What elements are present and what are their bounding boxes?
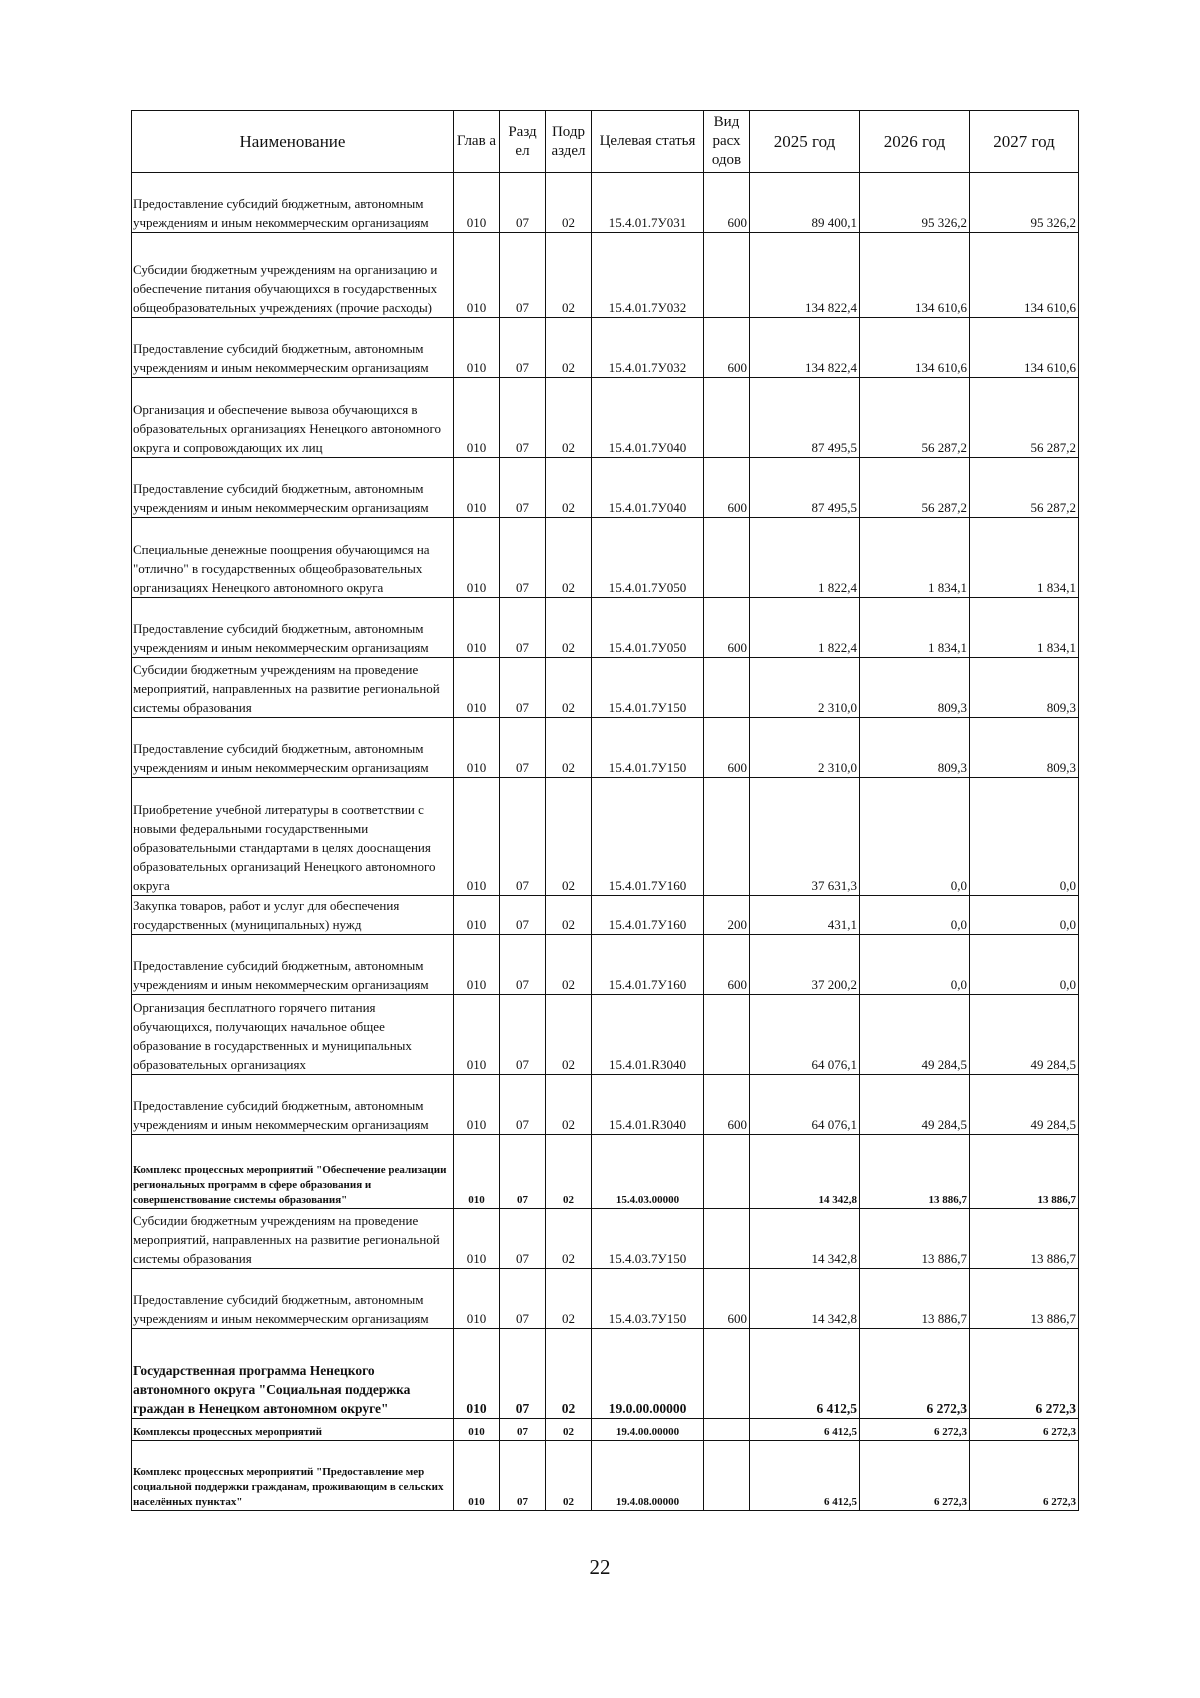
row-vid: 600 — [704, 318, 750, 378]
row-podrazdel: 02 — [546, 233, 592, 318]
row-2026: 809,3 — [860, 658, 970, 718]
table-row — [132, 718, 1079, 778]
row-name: Государственная программа Ненецкого автономного округа "Социальная поддержка граждан в Ненецком автономном округе" — [132, 1329, 454, 1419]
header-2025: 2025 год — [750, 111, 860, 173]
row-razdel: 07 — [500, 1135, 546, 1209]
row-vid: 600 — [704, 1269, 750, 1329]
table-row — [132, 518, 1079, 598]
table-row — [132, 896, 1079, 935]
row-vid — [704, 995, 750, 1075]
row-2026: 134 610,6 — [860, 233, 970, 318]
row-name: Приобретение учебной литературы в соответствии с новыми федеральными государственными образовательными стандартами в целях дооснащения образовательных организаций Ненецкого автономного округа — [132, 778, 454, 896]
table-row — [132, 1135, 1079, 1209]
table-row — [132, 173, 1079, 233]
row-podrazdel: 02 — [546, 1419, 592, 1441]
row-2027: 0,0 — [970, 778, 1079, 896]
row-podrazdel: 02 — [546, 658, 592, 718]
row-vid: 600 — [704, 718, 750, 778]
row-name: Закупка товаров, работ и услуг для обеспечения государственных (муниципальных) нужд — [132, 896, 454, 935]
row-2027: 13 886,7 — [970, 1135, 1079, 1209]
row-name: Субсидии бюджетным учреждениям на проведение мероприятий, направленных на развитие региональной системы образования — [132, 658, 454, 718]
table-row — [132, 378, 1079, 458]
row-2027: 0,0 — [970, 935, 1079, 995]
row-razdel: 07 — [500, 1075, 546, 1135]
row-podrazdel: 02 — [546, 1075, 592, 1135]
row-celevaya: 19.4.08.00000 — [592, 1441, 704, 1511]
row-razdel: 07 — [500, 778, 546, 896]
row-glava: 010 — [454, 778, 500, 896]
table-row — [132, 1269, 1079, 1329]
row-name: Предоставление субсидий бюджетным, автономным учреждениям и иным некоммерческим организациям — [132, 173, 454, 233]
row-razdel: 07 — [500, 1419, 546, 1441]
table-row — [132, 658, 1079, 718]
row-2026: 6 272,3 — [860, 1441, 970, 1511]
row-name: Предоставление субсидий бюджетным, автономным учреждениям и иным некоммерческим организациям — [132, 1269, 454, 1329]
row-2025: 2 310,0 — [750, 658, 860, 718]
row-celevaya: 15.4.01.7У050 — [592, 518, 704, 598]
table-row — [132, 598, 1079, 658]
row-vid: 600 — [704, 173, 750, 233]
row-glava: 010 — [454, 658, 500, 718]
row-razdel: 07 — [500, 173, 546, 233]
table-row — [132, 1329, 1079, 1419]
row-2027: 1 834,1 — [970, 598, 1079, 658]
row-celevaya: 15.4.01.7У160 — [592, 778, 704, 896]
row-razdel: 07 — [500, 458, 546, 518]
row-razdel: 07 — [500, 318, 546, 378]
row-name: Субсидии бюджетным учреждениям на организацию и обеспечение питания обучающихся в государственных общеобразовательных учреждениях (прочие расходы) — [132, 233, 454, 318]
table-row — [132, 458, 1079, 518]
row-celevaya: 15.4.03.7У150 — [592, 1209, 704, 1269]
table-row — [132, 995, 1079, 1075]
table-row — [132, 233, 1079, 318]
row-razdel: 07 — [500, 1441, 546, 1511]
row-2026: 0,0 — [860, 778, 970, 896]
row-2026: 56 287,2 — [860, 378, 970, 458]
row-celevaya: 15.4.01.7У040 — [592, 458, 704, 518]
row-glava: 010 — [454, 896, 500, 935]
row-2025: 6 412,5 — [750, 1419, 860, 1441]
table-row — [132, 778, 1079, 896]
row-glava: 010 — [454, 458, 500, 518]
row-2025: 14 342,8 — [750, 1209, 860, 1269]
row-2027: 6 272,3 — [970, 1441, 1079, 1511]
row-celevaya: 15.4.03.7У150 — [592, 1269, 704, 1329]
row-2026: 6 272,3 — [860, 1329, 970, 1419]
table-row — [132, 1441, 1079, 1511]
row-2027: 134 610,6 — [970, 318, 1079, 378]
row-2026: 49 284,5 — [860, 1075, 970, 1135]
row-2025: 64 076,1 — [750, 1075, 860, 1135]
row-glava: 010 — [454, 1441, 500, 1511]
row-razdel: 07 — [500, 1269, 546, 1329]
row-name: Предоставление субсидий бюджетным, автономным учреждениям и иным некоммерческим организациям — [132, 318, 454, 378]
row-podrazdel: 02 — [546, 598, 592, 658]
row-2026: 1 834,1 — [860, 518, 970, 598]
row-2027: 13 886,7 — [970, 1269, 1079, 1329]
row-2026: 49 284,5 — [860, 995, 970, 1075]
row-podrazdel: 02 — [546, 896, 592, 935]
row-2025: 1 822,4 — [750, 518, 860, 598]
header-name: Наименование — [132, 111, 454, 173]
row-2026: 809,3 — [860, 718, 970, 778]
row-2027: 6 272,3 — [970, 1419, 1079, 1441]
row-2025: 37 631,3 — [750, 778, 860, 896]
table-row — [132, 935, 1079, 995]
row-podrazdel: 02 — [546, 1269, 592, 1329]
row-name: Комплекс процессных мероприятий "Предоставление мер социальной поддержки гражданам, проживающим в сельских населённых пунктах" — [132, 1441, 454, 1511]
table-row — [132, 1209, 1079, 1269]
row-2025: 87 495,5 — [750, 378, 860, 458]
header-glava: Глав а — [454, 111, 500, 173]
row-podrazdel: 02 — [546, 718, 592, 778]
row-2026: 1 834,1 — [860, 598, 970, 658]
row-celevaya: 15.4.01.7У031 — [592, 173, 704, 233]
row-2026: 13 886,7 — [860, 1269, 970, 1329]
row-vid — [704, 518, 750, 598]
row-2025: 14 342,8 — [750, 1269, 860, 1329]
row-name: Предоставление субсидий бюджетным, автономным учреждениям и иным некоммерческим организациям — [132, 718, 454, 778]
row-2025: 37 200,2 — [750, 935, 860, 995]
row-razdel: 07 — [500, 718, 546, 778]
row-celevaya: 15.4.01.7У040 — [592, 378, 704, 458]
row-2027: 95 326,2 — [970, 173, 1079, 233]
row-2025: 87 495,5 — [750, 458, 860, 518]
header-podrazdel: Подр аздел — [546, 111, 592, 173]
row-vid — [704, 1329, 750, 1419]
row-2025: 14 342,8 — [750, 1135, 860, 1209]
row-celevaya: 15.4.01.7У150 — [592, 718, 704, 778]
row-razdel: 07 — [500, 598, 546, 658]
row-razdel: 07 — [500, 995, 546, 1075]
header-celevaya: Целевая статья — [592, 111, 704, 173]
row-2026: 95 326,2 — [860, 173, 970, 233]
row-celevaya: 19.0.00.00000 — [592, 1329, 704, 1419]
row-glava: 010 — [454, 318, 500, 378]
row-2025: 431,1 — [750, 896, 860, 935]
row-2027: 134 610,6 — [970, 233, 1079, 318]
row-2027: 13 886,7 — [970, 1209, 1079, 1269]
row-razdel: 07 — [500, 935, 546, 995]
row-name: Организация и обеспечение вывоза обучающихся в образовательных организациях Ненецкого автономного округа и сопровождающих их лиц — [132, 378, 454, 458]
row-vid — [704, 233, 750, 318]
row-podrazdel: 02 — [546, 935, 592, 995]
row-glava: 010 — [454, 1209, 500, 1269]
row-celevaya: 15.4.01.7У150 — [592, 658, 704, 718]
row-celevaya: 15.4.01.7У160 — [592, 935, 704, 995]
row-name: Комплексы процессных мероприятий — [132, 1419, 454, 1441]
row-name: Организация бесплатного горячего питания обучающихся, получающих начальное общее образование в государственных и муниципальных образовательных организациях — [132, 995, 454, 1075]
row-celevaya: 15.4.01.7У050 — [592, 598, 704, 658]
row-glava: 010 — [454, 935, 500, 995]
row-name: Комплекс процессных мероприятий "Обеспечение реализации региональных программ в сфере образования и совершенствование системы образования" — [132, 1135, 454, 1209]
row-glava: 010 — [454, 598, 500, 658]
row-glava: 010 — [454, 518, 500, 598]
row-2027: 0,0 — [970, 896, 1079, 935]
row-name: Специальные денежные поощрения обучающимся на "отлично" в государственных общеобразовательных организациях Ненецкого автономного округа — [132, 518, 454, 598]
row-name: Предоставление субсидий бюджетным, автономным учреждениям и иным некоммерческим организациям — [132, 598, 454, 658]
row-vid: 200 — [704, 896, 750, 935]
row-podrazdel: 02 — [546, 778, 592, 896]
row-vid: 600 — [704, 458, 750, 518]
row-razdel: 07 — [500, 1209, 546, 1269]
row-name: Предоставление субсидий бюджетным, автономным учреждениям и иным некоммерческим организациям — [132, 935, 454, 995]
row-podrazdel: 02 — [546, 173, 592, 233]
row-celevaya: 15.4.01.R3040 — [592, 995, 704, 1075]
row-glava: 010 — [454, 1329, 500, 1419]
row-vid — [704, 658, 750, 718]
row-podrazdel: 02 — [546, 1209, 592, 1269]
budget-table — [131, 110, 1079, 1511]
row-2025: 6 412,5 — [750, 1441, 860, 1511]
row-glava: 010 — [454, 233, 500, 318]
row-2026: 0,0 — [860, 896, 970, 935]
table-header — [132, 111, 1079, 173]
row-2025: 89 400,1 — [750, 173, 860, 233]
row-podrazdel: 02 — [546, 995, 592, 1075]
table-row — [132, 1419, 1079, 1441]
row-2027: 6 272,3 — [970, 1329, 1079, 1419]
row-2025: 6 412,5 — [750, 1329, 860, 1419]
row-razdel: 07 — [500, 518, 546, 598]
row-name: Субсидии бюджетным учреждениям на проведение мероприятий, направленных на развитие региональной системы образования — [132, 1209, 454, 1269]
row-2026: 13 886,7 — [860, 1209, 970, 1269]
row-2027: 809,3 — [970, 658, 1079, 718]
row-celevaya: 15.4.03.00000 — [592, 1135, 704, 1209]
table-body — [132, 173, 1079, 1511]
row-celevaya: 15.4.01.7У032 — [592, 233, 704, 318]
row-vid: 600 — [704, 598, 750, 658]
row-vid — [704, 1135, 750, 1209]
row-2027: 1 834,1 — [970, 518, 1079, 598]
header-2027: 2027 год — [970, 111, 1079, 173]
row-2026: 13 886,7 — [860, 1135, 970, 1209]
row-podrazdel: 02 — [546, 318, 592, 378]
row-glava: 010 — [454, 1419, 500, 1441]
row-2025: 1 822,4 — [750, 598, 860, 658]
header-2026: 2026 год — [860, 111, 970, 173]
row-podrazdel: 02 — [546, 378, 592, 458]
row-name: Предоставление субсидий бюджетным, автономным учреждениям и иным некоммерческим организациям — [132, 1075, 454, 1135]
row-celevaya: 15.4.01.7У160 — [592, 896, 704, 935]
row-glava: 010 — [454, 995, 500, 1075]
row-2025: 64 076,1 — [750, 995, 860, 1075]
row-podrazdel: 02 — [546, 1329, 592, 1419]
row-celevaya: 19.4.00.00000 — [592, 1419, 704, 1441]
row-glava: 010 — [454, 1075, 500, 1135]
row-2026: 134 610,6 — [860, 318, 970, 378]
header-vid: Вид расх одов — [704, 111, 750, 173]
row-vid — [704, 1419, 750, 1441]
row-celevaya: 15.4.01.7У032 — [592, 318, 704, 378]
row-vid — [704, 378, 750, 458]
row-razdel: 07 — [500, 1329, 546, 1419]
row-2025: 2 310,0 — [750, 718, 860, 778]
row-podrazdel: 02 — [546, 1441, 592, 1511]
row-razdel: 07 — [500, 896, 546, 935]
table-row — [132, 318, 1079, 378]
table-row — [132, 1075, 1079, 1135]
row-2025: 134 822,4 — [750, 318, 860, 378]
row-2027: 56 287,2 — [970, 458, 1079, 518]
page-number: 22 — [589, 1555, 611, 1579]
row-razdel: 07 — [500, 658, 546, 718]
budget-table-sheet — [131, 110, 1078, 1511]
row-glava: 010 — [454, 1135, 500, 1209]
row-2026: 0,0 — [860, 935, 970, 995]
row-razdel: 07 — [500, 233, 546, 318]
row-2027: 809,3 — [970, 718, 1079, 778]
row-podrazdel: 02 — [546, 458, 592, 518]
row-glava: 010 — [454, 378, 500, 458]
row-podrazdel: 02 — [546, 518, 592, 598]
row-glava: 010 — [454, 173, 500, 233]
row-2026: 56 287,2 — [860, 458, 970, 518]
row-vid — [704, 1209, 750, 1269]
row-vid — [704, 778, 750, 896]
header-razdel: Разд ел — [500, 111, 546, 173]
row-vid — [704, 1441, 750, 1511]
row-glava: 010 — [454, 1269, 500, 1329]
row-glava: 010 — [454, 718, 500, 778]
row-celevaya: 15.4.01.R3040 — [592, 1075, 704, 1135]
row-vid: 600 — [704, 935, 750, 995]
row-vid: 600 — [704, 1075, 750, 1135]
row-razdel: 07 — [500, 378, 546, 458]
row-2027: 49 284,5 — [970, 995, 1079, 1075]
row-2027: 49 284,5 — [970, 1075, 1079, 1135]
row-name: Предоставление субсидий бюджетным, автономным учреждениям и иным некоммерческим организациям — [132, 458, 454, 518]
row-2025: 134 822,4 — [750, 233, 860, 318]
row-2027: 56 287,2 — [970, 378, 1079, 458]
row-2026: 6 272,3 — [860, 1419, 970, 1441]
row-podrazdel: 02 — [546, 1135, 592, 1209]
